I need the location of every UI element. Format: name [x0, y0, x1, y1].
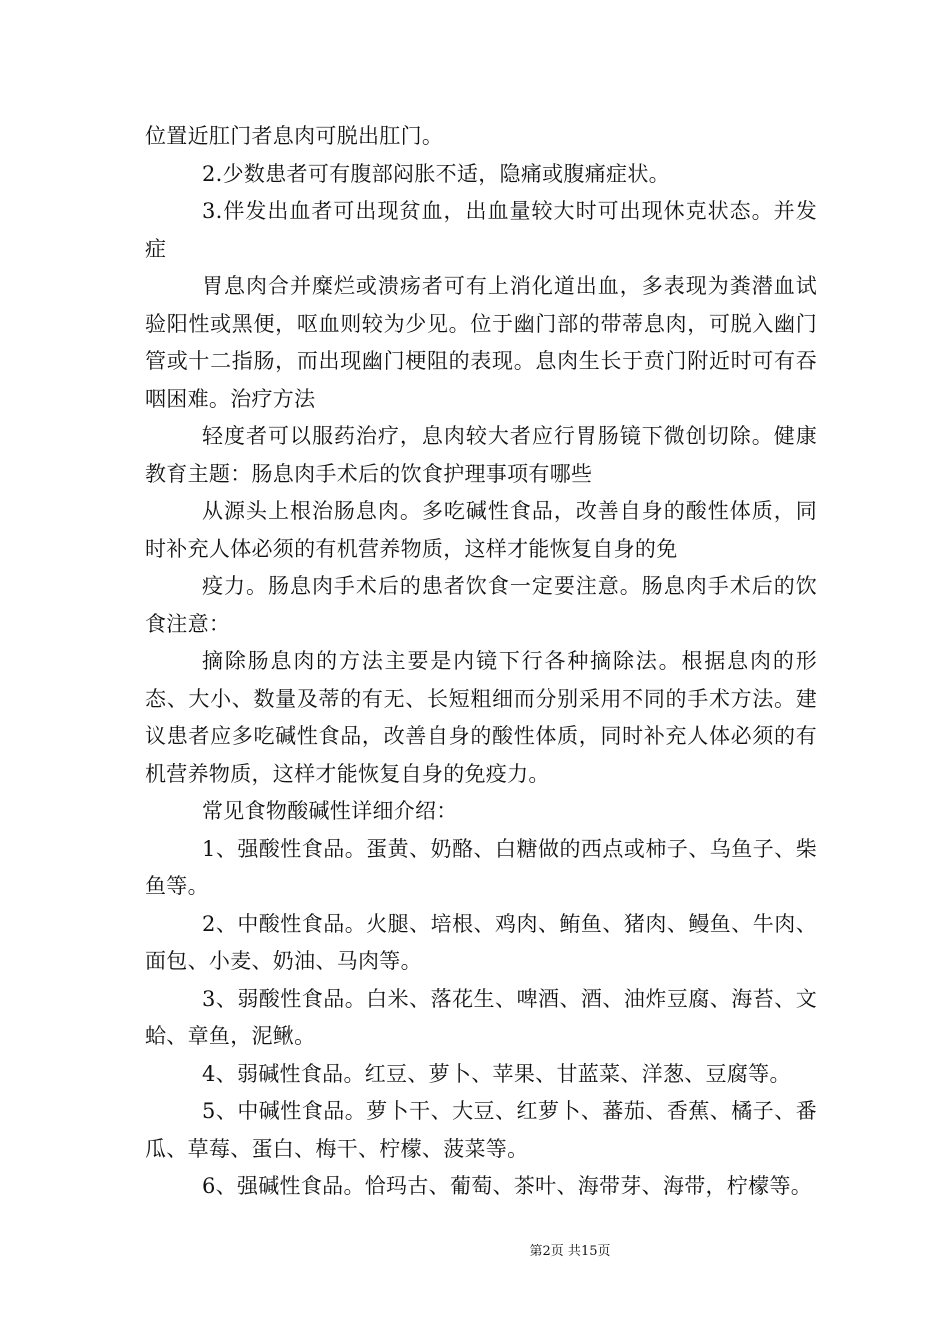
document-body [145, 118, 817, 1206]
paragraph-root-cure: 从源头上根治肠息肉。多吃碱性食品，改善自身的酸性体质，同时补充人体必须的有机营养物质，这样才能恢复自身的免 [145, 499, 817, 561]
page-footer [0, 1243, 950, 1261]
paragraph-symptom-3: 3.伴发出血者可出现贫血，出血量较大时可出现休克状态。并发症 [145, 199, 817, 261]
paragraph-treatment: 轻度者可以服药治疗，息肉较大者应行胃肠镜下微创切除。健康教育主题：肠息肉手术后的饮食护理事项有哪些 [145, 424, 817, 486]
paragraph-diet-notice: 疫力。肠息肉手术后的患者饮食一定要注意。肠息肉手术后的饮食注意： [145, 574, 817, 636]
footer-prefix: 第 [529, 1244, 543, 1259]
paragraph-continuation: 位置近肛门者息肉可脱出肛门。 [145, 124, 444, 148]
list-item-weak-acid: 3、弱酸性食品。白米、落花生、啤酒、酒、油炸豆腐、海苔、文蛤、章鱼，泥鳅。 [145, 986, 817, 1048]
footer-total-pages: 15 [580, 1244, 598, 1259]
paragraph-removal-method: 摘除肠息肉的方法主要是内镜下行各种摘除法。根据息肉的形态、大小、数量及蒂的有无、长短粗细而分别采用不同的手术方法。建议患者应多吃碱性食品，改善自身的酸性体质，同时补充人体必须的有机营养物质，这样才能恢复自身的免疫力。 [145, 649, 817, 786]
list-item-strong-alkaline: 6、强碱性食品。恰玛古、葡萄、茶叶、海带芽、海带，柠檬等。 [202, 1174, 813, 1198]
list-item-weak-alkaline: 4、弱碱性食品。红豆、萝卜、苹果、甘蓝菜、洋葱、豆腐等。 [202, 1061, 791, 1086]
list-item-medium-alkaline: 5、中碱性食品。萝卜干、大豆、红萝卜、蕃茄、香蕉、橘子、番瓜、草莓、蛋白、梅干、柠檬、菠菜等。 [145, 1099, 817, 1161]
footer-middle: 页 共 [550, 1244, 581, 1259]
list-item-strong-acid: 1、强酸性食品。蛋黄、奶酪、白糖做的西点或柿子、乌鱼子、柴鱼等。 [145, 836, 817, 898]
paragraph-food-intro: 常见食物酸碱性详细介绍： [202, 799, 458, 823]
paragraph-symptom-2: 2.少数患者可有腹部闷胀不适，隐痛或腹痛症状。 [202, 161, 670, 186]
footer-suffix: 页 [597, 1244, 611, 1259]
footer-page-number: 2 [542, 1244, 551, 1259]
list-item-medium-acid: 2、中酸性食品。火腿、培根、鸡肉、鲔鱼、猪肉、鳗鱼、牛肉、面包、小麦、奶油、马肉等。 [145, 911, 817, 973]
paragraph-complications: 胃息肉合并糜烂或溃疡者可有上消化道出血，多表现为粪潜血试验阳性或黑便，呕血则较为少见。位于幽门部的带蒂息肉，可脱入幽门管或十二指肠，而出现幽门梗阻的表现。息肉生长于贲门附近时可有吞咽困难。治疗方法 [145, 274, 817, 411]
